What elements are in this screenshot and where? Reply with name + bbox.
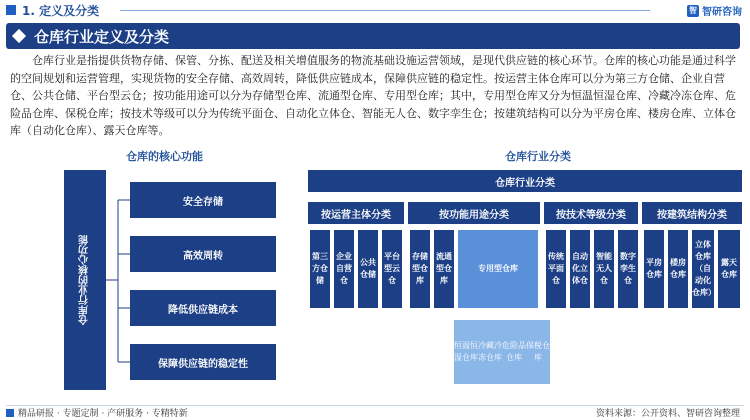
category-structure: 按建筑结构分类 [642, 202, 742, 224]
footer-source: 资料来源：公开资料、智研咨询整理 [595, 409, 740, 419]
classification-title: 仓库行业分类 [505, 150, 571, 163]
leaf-item: 传统平面仓 [546, 230, 566, 308]
leaf-item: 智能无人仓 [594, 230, 614, 308]
sub-item: 危险品仓库 [502, 320, 526, 384]
footer-marker [6, 409, 14, 417]
core-item: 高效周转 [130, 236, 276, 272]
classification-root: 仓库行业分类 [308, 170, 742, 192]
leaf-item: 楼房仓库 [668, 230, 688, 308]
page-title: 仓库行业定义及分类 [34, 28, 170, 46]
leaf-item: 立体仓库（自动化仓库） [692, 230, 714, 308]
core-item: 降低供应链成本 [130, 290, 276, 326]
footer-left: 精品研报 · 专题定制 · 产研服务 · 专精特新 [18, 409, 188, 419]
category-tech: 按技术等级分类 [544, 202, 638, 224]
logo-text: 智研咨询 [702, 7, 742, 18]
leaf-item: 露天仓库 [718, 230, 740, 308]
category-function: 按功能用途分类 [408, 202, 540, 224]
core-function-title: 仓库的核心功能 [126, 150, 203, 163]
leaf-item: 专用型仓库 [458, 230, 538, 308]
core-item: 安全存储 [130, 182, 276, 218]
footer [0, 405, 750, 420]
leaf-item: 存储型仓库 [410, 230, 430, 308]
sub-item: 恒温恒湿仓库 [454, 320, 478, 384]
leaf-item: 自动化立体仓 [570, 230, 590, 308]
category-operation: 按运营主体分类 [308, 202, 404, 224]
core-vertical-label: 仓库行业的核心功能 [79, 235, 91, 325]
leaf-item: 第三方仓储 [310, 230, 330, 308]
leaf-item: 平房仓库 [644, 230, 664, 308]
leaf-item: 公共仓储 [358, 230, 378, 308]
sub-item: 保税仓库 [526, 320, 550, 384]
section-title: 1. 定义及分类 [22, 4, 100, 18]
leaf-item: 平台型云仓 [382, 230, 402, 308]
sub-item: 冷藏冷冻仓库 [478, 320, 502, 384]
leaf-item: 流通型仓库 [434, 230, 454, 308]
leaf-item: 数字孪生仓 [618, 230, 638, 308]
leaf-item: 企业自营仓 [334, 230, 354, 308]
logo-icon: 智 [689, 5, 697, 15]
core-item: 保障供应链的稳定性 [130, 344, 276, 380]
intro-paragraph: 仓库行业是指提供货物存储、保管、分拣、配送及相关增值服务的物流基础设施运营领域，是现代供应链的核心环节。仓库的核心功能是通过科学的空间规划和运营管理，实现货物的安全存储、高效周转，降低供应链成本，保障供应链的稳定性。按运营主体仓库可以分为第三方仓储、企业自营仓、公共仓储、平台型云仓；按功能用途可以分为存储型仓库、流通型仓库、专用型仓库；其中，专用型仓库又分为恒温恒湿仓库、冷藏冷冻仓库、危险品仓库、保税仓库；按技术等级可以分为传统平面仓、自动化立体仓、智能无人仓、数字孪生仓；按建筑结构可以分为平房仓库、楼房仓库、立体仓库（自动化仓库）、露天仓库等。 [10, 54, 736, 137]
